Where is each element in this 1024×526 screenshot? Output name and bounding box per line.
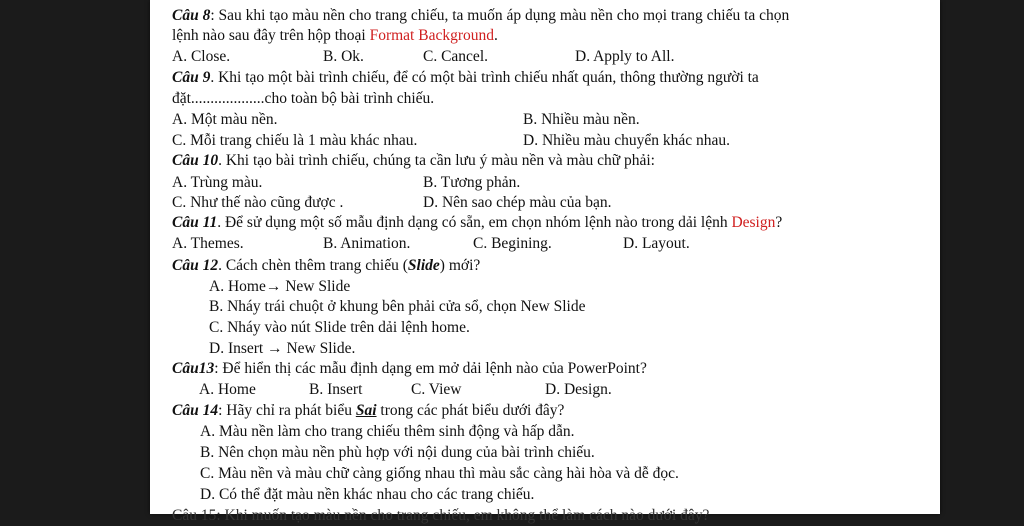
q8-option-c: C. Cancel. (423, 48, 488, 65)
q13-option-c: C. View (411, 381, 462, 398)
q8-option-d: D. Apply to All. (575, 48, 675, 65)
q14-option-b: B. Nên chọn màu nền phù hợp với nội dung của bài trình chiếu. (200, 444, 595, 461)
q8-line-1: Câu 8: Sau khi tạo màu nền cho trang chiếu, ta muốn áp dụng màu nền cho mọi trang chiếu ta chọn (172, 7, 790, 24)
q10-option-d: D. Nên sao chép màu của bạn. (423, 194, 612, 211)
q9-option-d: D. Nhiều màu chuyển khác nhau. (523, 132, 731, 149)
q12-emphasis: Slide (407, 257, 440, 274)
q13-option-d: D. Design. (545, 381, 612, 398)
document-page (150, 0, 940, 524)
q15-partial-line: Câu 15: Khi muốn tạo màu nền cho trang chiếu, em không thể làm cách nào dưới đây? (172, 507, 710, 524)
q10-option-c: C. Như thế nào cũng được . (172, 194, 344, 211)
q10-option-a: A. Trùng màu. (172, 174, 263, 191)
q9-option-b: B. Nhiều màu nền. (523, 111, 640, 128)
q11-line: Câu 11. Để sử dụng một số mẫu định dạng có sẵn, em chọn nhóm lệnh nào trong dải lệnh Design? (172, 214, 783, 231)
q13-option-a: A. Home (199, 381, 256, 398)
q9-option-c: C. Mỗi trang chiếu là 1 màu khác nhau. (172, 132, 418, 149)
q10-line: Câu 10. Khi tạo bài trình chiếu, chúng ta cần lưu ý màu nền và màu chữ phải: (172, 152, 655, 169)
q11-label: Câu 11 (172, 214, 218, 231)
q14-option-d: D. Có thể đặt màu nền khác nhau cho các trang chiếu. (200, 486, 535, 503)
q14-option-a: A. Màu nền làm cho trang chiếu thêm sinh động và hấp dẫn. (200, 423, 575, 440)
q11-highlight: Design (731, 214, 776, 231)
q8-option-a: A. Close. (172, 48, 231, 65)
q14-label: Câu 14 (172, 402, 219, 419)
q14-emphasis: Sai (355, 402, 377, 419)
q9-line-2: đặt...................cho toàn bộ bài trình chiếu. (172, 90, 435, 107)
q12-line: Câu 12. Cách chèn thêm trang chiếu (Slide) mới? (172, 257, 481, 274)
q13-label: Câu13 (172, 360, 215, 377)
q13-option-b: B. Insert (309, 381, 363, 398)
q14-line: Câu 14: Hãy chỉ ra phát biểu Sai trong các phát biểu dưới đây? (172, 402, 565, 419)
q8-highlight: Format Background (369, 27, 494, 44)
q10-option-b: B. Tương phản. (423, 174, 521, 191)
q9-option-a: A. Một màu nền. (172, 111, 278, 128)
q12-option-d: D. Insert → New Slide. (209, 340, 356, 357)
q8-label: Câu 8 (172, 7, 211, 24)
q9-line-1: Câu 9. Khi tạo một bài trình chiếu, để có một bài trình chiếu nhất quán, thông thường người ta (172, 69, 759, 86)
q11-option-a: A. Themes. (172, 235, 244, 252)
q12-option-b: B. Nháy trái chuột ở khung bên phải cửa sổ, chọn New Slide (209, 298, 586, 315)
q10-label: Câu 10 (172, 152, 219, 169)
q14-option-c: C. Màu nền và màu chữ càng giống nhau thì màu sắc càng hài hòa và dễ đọc. (200, 465, 679, 482)
q11-option-b: B. Animation. (323, 235, 411, 252)
q12-option-a: A. Home→ New Slide (209, 278, 351, 295)
q12-label: Câu 12 (172, 257, 219, 274)
q8-option-b: B. Ok. (323, 48, 364, 65)
q12-option-c: C. Nháy vào nút Slide trên dải lệnh home. (209, 319, 470, 336)
q11-option-d: D. Layout. (623, 235, 690, 252)
q9-label: Câu 9 (172, 69, 211, 86)
q8-line-2: lệnh nào sau đây trên hộp thoại Format Background. (172, 27, 498, 44)
q13-line: Câu13: Để hiển thị các mẫu định dạng em mở dải lệnh nào của PowerPoint? (172, 360, 647, 377)
q11-option-c: C. Begining. (473, 235, 552, 252)
